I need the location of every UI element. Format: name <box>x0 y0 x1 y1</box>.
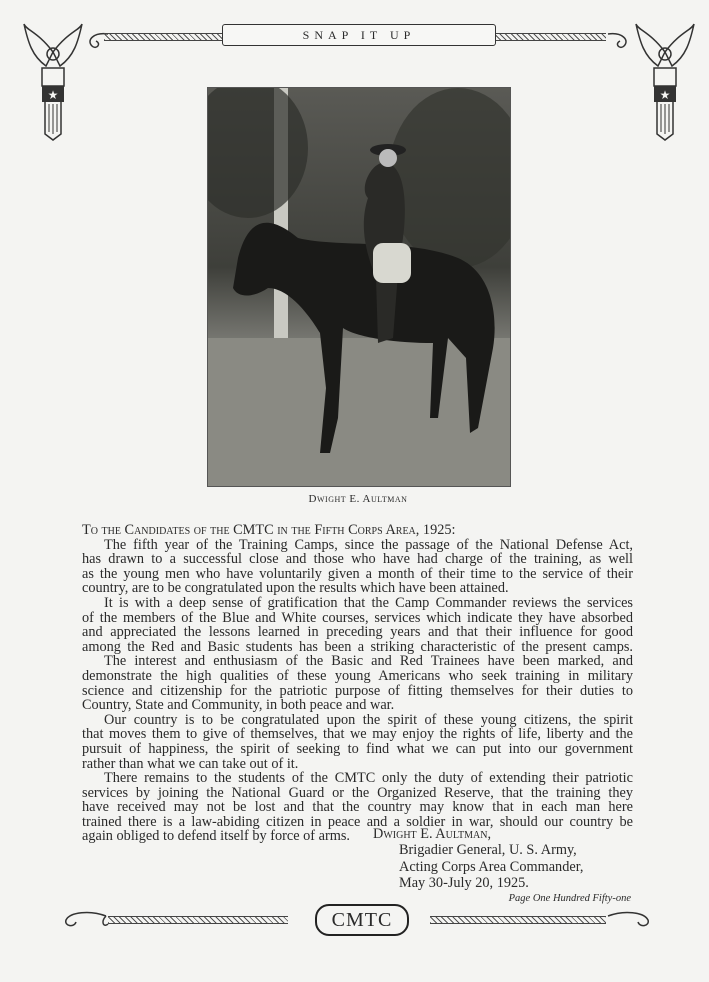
text-line: rather than what we can take out of it. <box>82 755 299 772</box>
header-rule-left <box>104 33 222 41</box>
paragraph <box>82 596 633 654</box>
running-header: SNAP IT UP <box>222 24 496 46</box>
letter-body <box>82 523 633 844</box>
scroll-flourish-icon <box>60 908 110 930</box>
footer-rule-right <box>430 916 606 924</box>
eagle-sword-ornament-right <box>630 22 700 142</box>
scroll-flourish-icon <box>604 30 632 52</box>
text-line: again obliged to defend itself by force of arms. <box>82 828 350 845</box>
text-line: that moves them to give of themselves, that we may enjoy the rights of life, liberty and the <box>82 726 633 743</box>
paragraph <box>82 538 633 596</box>
text-line: pursuit of happiness, the spirit of seeking to find what we can put into our government <box>82 740 633 757</box>
salutation: To the Candidates of the CMTC in the Fifth Corps Area, 1925: <box>82 522 456 538</box>
svg-text:★: ★ <box>47 88 59 102</box>
header-rule-right <box>494 33 606 41</box>
signature-block <box>373 826 583 891</box>
paragraph <box>82 713 633 771</box>
text-line: trained there is a law-abiding citizen in peace and a soldier in war, should our country be <box>82 813 633 830</box>
text-line: and appreciated the lessons learned in preceding years and that their influence for good <box>82 624 633 641</box>
cmtc-logo <box>315 904 409 936</box>
signatory-title: Brigadier General, U. S. Army, <box>399 842 577 859</box>
eagle-sword-ornament-left <box>18 22 88 142</box>
signature-date: May 30-July 20, 1925. <box>399 874 529 891</box>
cmtc-logo-text: CMTC <box>331 909 393 931</box>
text-line: among the Red and Basic students has been a striking characteristic of the present camps. <box>82 638 633 655</box>
text-line: services by joining the National Guard or the Organized Reserve, that the training they <box>82 784 633 801</box>
text-line: have received may not be lost and that the country may know that in each man here <box>82 799 633 816</box>
text-line: of the members of the Blue and White courses, services which indicate they have absorbed <box>82 609 633 626</box>
signatory-position: Acting Corps Area Commander, <box>399 858 584 875</box>
scroll-flourish-icon <box>604 908 654 930</box>
footer-rule-left <box>108 916 288 924</box>
text-line: The interest and enthusiasm of the Basic and Red Trainees have been marked, and <box>104 653 633 670</box>
page-number: Page One Hundred Fifty-one <box>508 893 631 904</box>
text-line: science and citizenship for the patriotic purpose of fitting themselves for their duties to <box>82 682 633 699</box>
text-line: as the young men who have voluntarily given a month of their time to the service of their <box>82 565 633 582</box>
text-line: demonstrate the high qualities of these young Americans who seek training in military <box>82 667 633 684</box>
paragraph <box>82 654 633 712</box>
text-line: It is with a deep sense of gratification that the Camp Commander reviews the services <box>104 594 633 611</box>
text-line: There remains to the students of the CMTC only the duty of extending their patriotic <box>104 770 633 787</box>
text-line: Country, State and Community, in both peace and war. <box>82 697 395 714</box>
text-line: The fifth year of the Training Camps, since the passage of the National Defense Act, <box>104 536 633 553</box>
photo-caption: Dwight E. Aultman <box>308 493 408 505</box>
signatory-name: Dwight E. Aultman, <box>373 826 492 842</box>
text-line: has drawn to a successful close and those who have had charge of the training, as well <box>82 551 633 568</box>
text-line: Our country is to be congratulated upon the spirit of these young citizens, the spirit <box>104 711 633 728</box>
horse-rider-image <box>208 88 510 486</box>
text-line: country, are to be congratulated upon the results which have been attained. <box>82 580 509 597</box>
portrait-photo <box>207 87 511 487</box>
svg-text:★: ★ <box>659 88 671 102</box>
